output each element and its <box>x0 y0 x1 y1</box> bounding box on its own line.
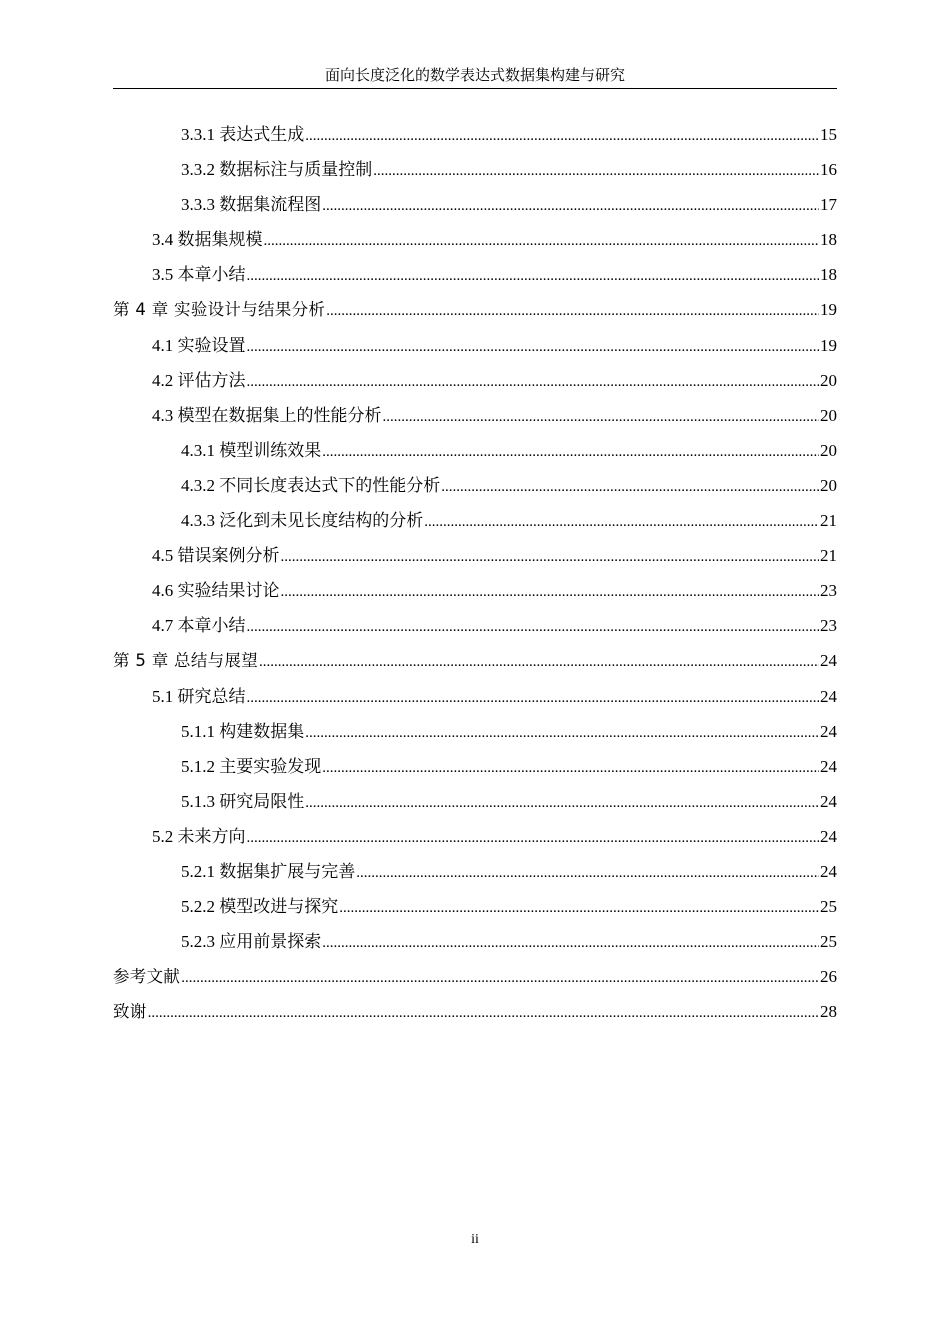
toc-entry[interactable] <box>113 679 837 714</box>
table-of-contents <box>113 117 837 1029</box>
toc-entry-page: 15 <box>820 125 837 144</box>
dot-leader <box>264 224 820 259</box>
toc-entry[interactable] <box>113 959 837 994</box>
dot-leader <box>424 505 819 540</box>
footer-page-number: ii <box>471 1232 479 1247</box>
toc-entry-page: 21 <box>820 546 837 566</box>
dot-leader <box>326 294 819 329</box>
toc-entry[interactable] <box>113 187 837 222</box>
toc-entry[interactable] <box>113 152 837 187</box>
toc-entry-page: 17 <box>820 195 837 215</box>
toc-entry[interactable] <box>113 398 837 433</box>
dot-leader <box>383 400 820 435</box>
toc-entry-label: 4.3.3 泛化到未见长度结构的分析 <box>181 511 424 531</box>
dot-leader <box>356 856 819 891</box>
dot-leader <box>373 154 819 189</box>
running-header-title: 面向长度泛化的数学表达式数据集构建与研究 <box>324 68 625 84</box>
toc-entry-page: 24 <box>820 651 837 671</box>
toc-entry-page: 28 <box>820 1002 837 1022</box>
toc-entry-page: 24 <box>820 861 837 881</box>
toc-entry[interactable] <box>113 994 837 1029</box>
toc-entry[interactable] <box>113 292 837 327</box>
toc-entry-label: 4.3.1 模型训练效果 <box>181 440 322 460</box>
toc-entry[interactable] <box>113 889 837 924</box>
toc-entry[interactable] <box>113 608 837 643</box>
toc-entry-page: 20 <box>820 440 837 460</box>
toc-entry-label: 3.3.2 数据标注与质量控制 <box>181 160 373 180</box>
toc-entry-page: 19 <box>820 335 837 355</box>
toc-entry[interactable] <box>113 328 837 363</box>
toc-entry[interactable] <box>113 819 837 854</box>
toc-entry[interactable] <box>113 573 837 608</box>
toc-entry-page: 23 <box>820 581 837 601</box>
toc-entry[interactable] <box>113 117 837 152</box>
toc-entry[interactable] <box>113 749 837 784</box>
dot-leader <box>339 891 819 926</box>
toc-entry-page: 24 <box>820 721 837 741</box>
toc-entry[interactable] <box>113 222 837 257</box>
toc-entry-label: 4.1 实验设置 <box>152 335 246 355</box>
toc-entry-label: 5.2.3 应用前景探索 <box>181 932 322 952</box>
dot-leader <box>305 119 819 154</box>
dot-leader <box>148 996 819 1031</box>
dot-leader <box>281 540 820 575</box>
toc-entry-label: 3.3.3 数据集流程图 <box>181 195 322 215</box>
dot-leader <box>259 645 819 680</box>
dot-leader <box>247 365 820 400</box>
toc-entry[interactable] <box>113 433 837 468</box>
toc-entry-label: 5.2.1 数据集扩展与完善 <box>181 861 356 881</box>
toc-entry-label: 5.1.1 构建数据集 <box>181 721 305 741</box>
toc-entry-label: 4.7 本章小结 <box>152 616 246 636</box>
dot-leader <box>305 786 819 821</box>
dot-leader <box>441 470 819 505</box>
toc-entry-page: 25 <box>820 897 837 917</box>
toc-entry-label: 5.2.2 模型改进与探究 <box>181 897 339 917</box>
dot-leader <box>247 821 820 856</box>
toc-entry-page: 24 <box>820 791 837 811</box>
dot-leader <box>322 435 819 470</box>
toc-entry-page: 21 <box>820 511 837 531</box>
toc-entry[interactable] <box>113 257 837 292</box>
toc-entry[interactable] <box>113 714 837 749</box>
toc-entry-page: 23 <box>820 616 837 636</box>
toc-entry-page: 25 <box>820 932 837 952</box>
toc-entry-label: 5.1.3 研究局限性 <box>181 791 305 811</box>
dot-leader <box>181 961 819 996</box>
toc-entry-label: 3.4 数据集规模 <box>152 230 263 250</box>
toc-entry[interactable] <box>113 924 837 959</box>
toc-entry-page: 24 <box>820 686 837 706</box>
dot-leader <box>247 259 820 294</box>
toc-entry-page: 16 <box>820 160 837 180</box>
toc-entry-page: 20 <box>820 370 837 390</box>
toc-entry-label: 4.3 模型在数据集上的性能分析 <box>152 405 382 425</box>
toc-entry-label: 5.2 未来方向 <box>152 826 246 846</box>
dot-leader <box>281 575 820 610</box>
dot-leader <box>305 716 819 751</box>
toc-entry-label: 4.3.2 不同长度表达式下的性能分析 <box>181 475 441 495</box>
toc-entry[interactable] <box>113 854 837 889</box>
toc-entry-page: 20 <box>820 475 837 495</box>
dot-leader <box>322 189 819 224</box>
toc-entry-label: 参考文献 <box>113 967 181 987</box>
dot-leader <box>322 926 819 961</box>
toc-entry-page: 26 <box>820 967 837 987</box>
toc-entry-label: 3.5 本章小结 <box>152 265 246 285</box>
header-rule <box>113 88 837 89</box>
toc-entry[interactable] <box>113 468 837 503</box>
toc-entry-page: 24 <box>820 826 837 846</box>
dot-leader <box>247 681 820 716</box>
toc-entry-label: 3.3.1 表达式生成 <box>181 125 305 144</box>
toc-entry-page: 18 <box>820 265 837 285</box>
toc-entry-label: 5.1.2 主要实验发现 <box>181 756 322 776</box>
toc-entry[interactable] <box>113 363 837 398</box>
toc-entry-label: 第 4 章 实验设计与结果分析 <box>113 300 326 320</box>
toc-entry-label: 第 5 章 总结与展望 <box>113 651 259 671</box>
toc-entry-label: 4.5 错误案例分析 <box>152 546 280 566</box>
toc-entry-label: 4.2 评估方法 <box>152 370 246 390</box>
toc-entry-page: 20 <box>820 405 837 425</box>
toc-entry-page: 18 <box>820 230 837 250</box>
toc-entry[interactable] <box>113 538 837 573</box>
toc-entry-label: 5.1 研究总结 <box>152 686 246 706</box>
toc-entry-label: 4.6 实验结果讨论 <box>152 581 280 601</box>
toc-entry-label: 致谢 <box>113 1002 147 1022</box>
dot-leader <box>247 330 820 365</box>
toc-entry[interactable] <box>113 503 837 538</box>
dot-leader <box>322 751 819 786</box>
toc-entry[interactable] <box>113 784 837 819</box>
toc-entry-page: 19 <box>820 300 837 320</box>
toc-entry[interactable] <box>113 643 837 678</box>
toc-entry-page: 24 <box>820 756 837 776</box>
dot-leader <box>247 610 820 645</box>
